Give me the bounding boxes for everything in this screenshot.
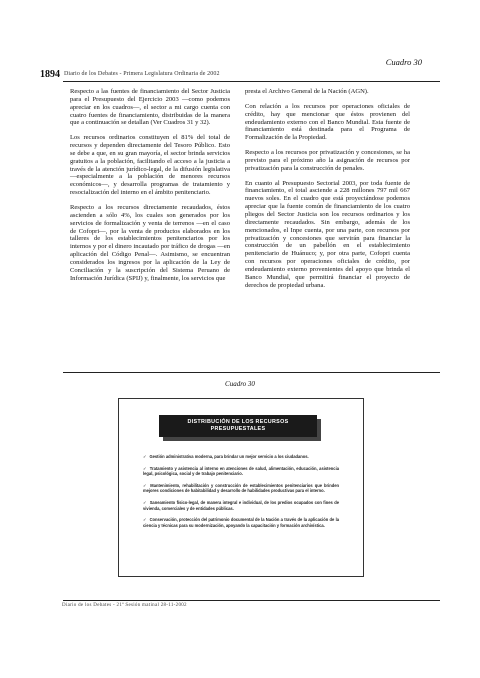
banner-line: PRESUPUESTALES <box>210 426 266 432</box>
footer-rule <box>63 600 440 601</box>
figure-frame <box>118 398 364 577</box>
paragraph: Los recursos ordinarios constituyen el 81% del total de recursos y dependen directamente del Tesoro Público. Esto se debe a que, en su gran mayoría, el sector brinda servicios gratuitos a la población, facilitando el acceso a la justicia a través de la atención jurídico-legal, de la difusión legislativa —especialmente a la población de menores recursos económicos—, y desarrolla programas de tratamiento y resocialización del interno en el ámbito penitenciario. <box>70 134 230 197</box>
header-rule <box>63 81 440 82</box>
list-item <box>143 517 339 528</box>
left-column <box>70 88 230 289</box>
paragraph: presta el Archivo General de la Nación (AGN). <box>245 88 369 95</box>
check-icon: ✓ <box>143 517 147 523</box>
check-icon: ✓ <box>143 482 148 488</box>
figure-caption: Cuadro 30 <box>225 380 255 388</box>
list-item-text: Saneamiento físico-legal, de manera integral e individual, de los predios ocupados con fines de vivienda, comerciales y de entidades públicas. <box>143 499 339 511</box>
figure-banner <box>159 415 317 437</box>
check-icon: ✓ <box>143 454 147 459</box>
list-item-text: Mantenimiento, rehabilitación y construcción de establecimientos penitenciarios que brinden mejores condiciones de habitabilidad y desarrollo de habilidades productivas para el interno. <box>143 482 339 494</box>
paragraph: Respecto a las fuentes de financiamiento del Sector Justicia para el Presupuesto del Ejercicio 2003 —como podemos apreciar en los cuadros—, el sector a mi cargo cuenta con cuatro fuentes de financiamiento, distribuidas de la manera que a continuación se detallan (Ver Cuadros 31 y 32). <box>70 88 230 127</box>
figure-list <box>143 454 339 534</box>
list-item-text: Tratamiento y asistencia al interno en atenciones de salud, alimentación, educación, asistencia legal, psicológica, social y de trabajo penitenciario. <box>143 465 339 477</box>
running-title: Diario de los Debates - Primera Legislatura Ordinaria de 2002 <box>64 71 220 77</box>
check-icon: ✓ <box>143 499 147 505</box>
check-icon: ✓ <box>143 465 147 471</box>
paragraph: En cuanto al Presupuesto Sectorial 2003, por toda fuente de financiamiento, el total asciende a 228 millones 797 mil 667 nuevos soles. En el cuadro que está proyectándose podemos apreciar que la fuente común de financiamiento de los cuatro pliegos del Sector Justicia son los recursos ordinarios y los directamente recaudados. Sin embargo, además de los mencionados, el Inpe cuenta, por una parte, con recursos por privatización y concesiones que servirán para financiar la construcción de un pabellón en el establecimiento penitenciario de Huánuco; y, por otra parte, Cofopri cuenta con recursos por operaciones oficiales de crédito, por endeudamiento externo provenientes del apoyo que brinda el Banco Mundial, que permitirá financiar el proyecto de derechos de propiedad urbana. <box>245 179 410 289</box>
cuadro-label: Cuadro 30 <box>385 57 422 67</box>
list-item-text: Conservación, protección del patrimonio documental de la Nación a través de la aplicación de la ciencia y técnicas para su modernización, apoyando la capacitación y formación archivística. <box>143 517 339 528</box>
right-column <box>245 88 410 296</box>
list-item <box>143 466 339 477</box>
list-item <box>143 483 339 494</box>
paragraph: Respecto a los recursos directamente recaudados, éstos ascienden a sólo 4%, los cuales son generados por los servicios de formalización y venta de terrenos —en el caso de Cofopri—, por la venta de productos elaborados en los talleres de los establecimientos penitenciarios por los internos y por el dinero incautado por tráfico de drogas —en aplicación del Código Penal—. Asimismo, se encuentran considerados los ingresos por la aplicación de la Ley de Conciliación y la suscripción del Sistema Peruano de Información Jurídica (SPIJ) y, finalmente, los servicios que <box>70 203 230 282</box>
paragraph: Respecto a los recursos por privatización y concesiones, se ha previsto para el próximo año la asignación de recursos por privatización para la construcción de penales. <box>245 149 410 172</box>
page-number: 1894 <box>40 69 60 80</box>
banner-line: DISTRIBUCIÓN DE LOS RECURSOS <box>187 419 289 425</box>
list-item <box>143 454 339 460</box>
list-item-text: Gestión administrativa moderna, para brindar un mejor servicio a los ciudadanos. <box>149 454 309 459</box>
section-rule <box>63 372 440 373</box>
list-item <box>143 500 339 511</box>
paragraph: Con relación a los recursos por operaciones oficiales de crédito, hay que mencionar que éstos provienen del endeudamiento externo con el Banco Mundial. Esta fuente de financiamiento está destinada para el Programa de Formalización de la Propiedad. <box>245 102 410 142</box>
page-footer: Diario de los Debates - 21ª Sesión matinal 28-11-2002 <box>62 603 187 608</box>
